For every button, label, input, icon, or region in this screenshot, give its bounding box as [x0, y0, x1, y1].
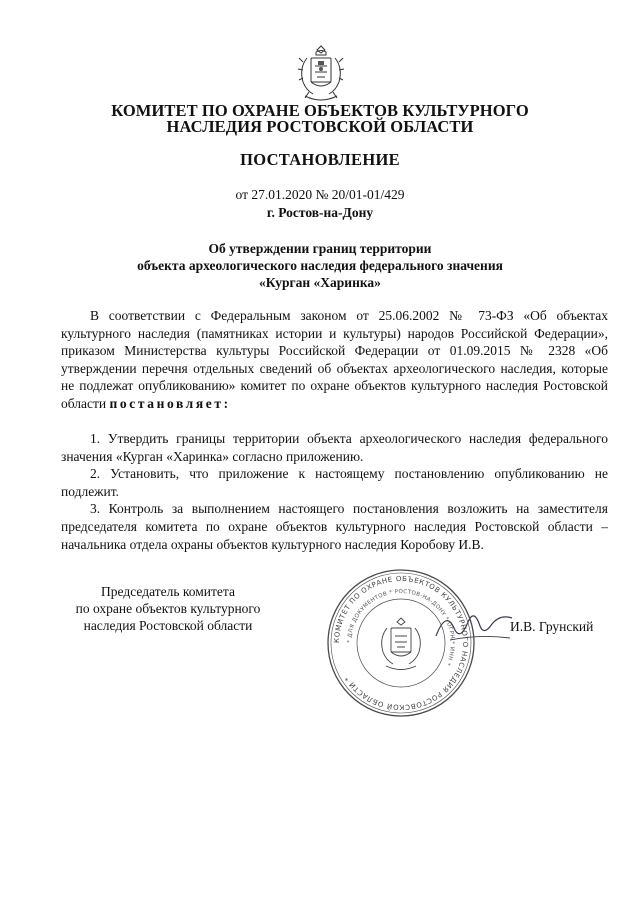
svg-text:КОМИТЕТ ПО ОХРАНЕ ОБЪЕКТОВ КУЛ: КОМИТЕТ ПО ОХРАНЕ ОБЪЕКТОВ КУЛЬТУРНОГО НАСЛЕДИЯ РОСТОВСКОЙ ОБЛАСТИ *: [332, 574, 470, 712]
position-line-2: по охране объектов культурного: [75, 601, 261, 616]
document-type-heading: ПОСТАНОВЛЕНИЕ: [240, 150, 400, 169]
subject-line-3: «Курган «Харинка»: [259, 275, 381, 290]
preamble-paragraph: [61, 307, 608, 413]
document-city: г. Ростов-на-Дону: [266, 205, 374, 220]
position-line-1: Председатель комитета: [101, 584, 235, 599]
svg-text:* ДЛЯ ДОКУМЕНТОВ * РОСТОВ-НА-Д: * ДЛЯ ДОКУМЕНТОВ * РОСТОВ-НА-ДОНУ * ОГРН * ИНН *: [346, 588, 456, 667]
subject-line-2: объекта археологического наследия федерального значения: [137, 258, 503, 273]
subject-line-1: Об утверждении границ территории: [208, 241, 432, 256]
decree-word: постановляет:: [109, 395, 231, 411]
decree-item-1: 1. Утвердить границы территории объекта археологического наследия федерального значения «Курган «Харинка» согласно приложению.: [61, 431, 608, 464]
decree-item-2: 2. Установить, что приложение к настоящему постановлению опубликованию не подлежит.: [61, 466, 608, 499]
decree-item-3: 3. Контроль за выполнением настоящего постановления возложить на заместителя председателя комитета по охране объектов культурного наследия Ростовской области – начальника отдела охраны объектов культурного наследия Коробову И.В.: [61, 501, 608, 552]
signatory-name: И.В. Грунский: [510, 619, 594, 634]
organization-name: [80, 103, 560, 135]
document-subject: [60, 240, 580, 291]
org-line-2: НАСЛЕДИЯ РОСТОВСКОЙ ОБЛАСТИ: [166, 117, 474, 136]
official-round-seal-icon: [324, 566, 478, 720]
position-line-3: наследия Ростовской области: [83, 618, 253, 633]
document-date-number: от 27.01.2020 № 20/01-01/429: [235, 187, 405, 202]
signatory-position: [56, 583, 280, 634]
rostov-oblast-coat-of-arms-icon: [295, 44, 347, 102]
preamble-text: В соответствии с Федеральным законом от 25.06.2002 № 73-ФЗ «Об объектах культурного наследия (памятниках истории и культуры) народов Российской Федерации», приказом Министерства культуры Российской Федерации от 01.09.2015 № 2328 «Об утверждении перечня отдельных сведений об объектах археологического наследия, которые не подлежат опубликованию» комитет по охране объектов культурного наследия Ростовской области: [61, 308, 608, 411]
decree-items: [61, 430, 608, 553]
org-line-1: КОМИТЕТ ПО ОХРАНЕ ОБЪЕКТОВ КУЛЬТУРНОГО: [111, 101, 529, 120]
